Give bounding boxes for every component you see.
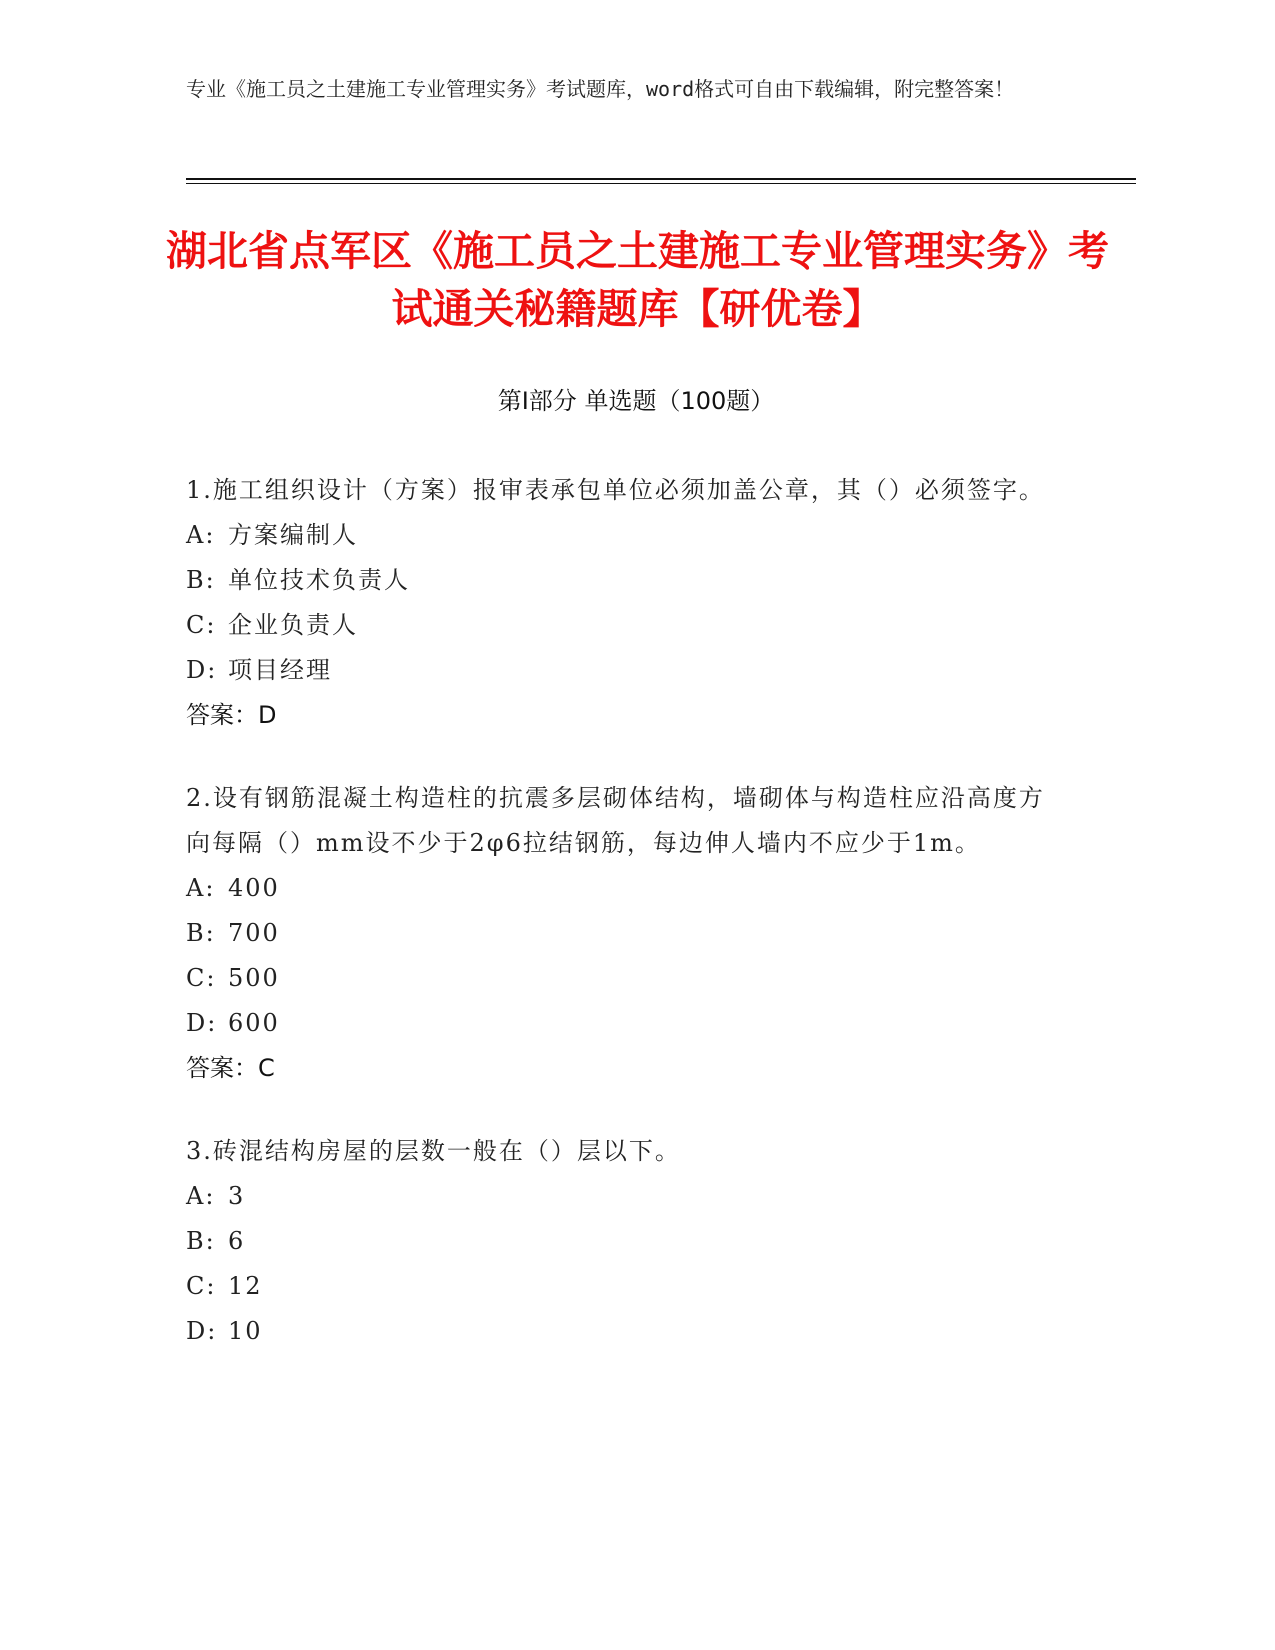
question-stem: 2.设有钢筋混凝土构造柱的抗震多层砌体结构，墙砌体与构造柱应沿高度方向每隔（）mm设不少于2φ6拉结钢筋，每边伸人墙内不应少于1m。 <box>186 784 1045 857</box>
section-title: 第Ⅰ部分 单选题（100题） <box>497 387 775 415</box>
option-key: D: <box>186 1009 218 1037</box>
option-key: C: <box>186 611 217 639</box>
question-1 <box>186 468 1066 738</box>
option-key: B: <box>186 566 216 594</box>
option-text: 500 <box>228 964 280 992</box>
question-3 <box>186 1129 1066 1354</box>
option-b <box>186 911 1066 956</box>
option-text: 400 <box>228 874 280 902</box>
option-a <box>186 866 1066 911</box>
option-key: B: <box>186 1227 216 1255</box>
option-key: C: <box>186 1272 217 1300</box>
question-stem: 1.施工组织设计（方案）报审表承包单位必须加盖公章，其（）必须签字。 <box>186 476 1045 504</box>
option-d <box>186 648 1066 693</box>
document-title: 湖北省点军区《施工员之土建施工专业管理实务》考试通关秘籍题库【研优卷】 <box>166 227 1109 333</box>
option-text: 企业负责人 <box>228 611 358 639</box>
option-key: C: <box>186 964 217 992</box>
option-c <box>186 603 1066 648</box>
option-text: 12 <box>228 1272 263 1300</box>
option-text: 6 <box>228 1227 246 1255</box>
option-b <box>186 558 1066 603</box>
header-divider-thick <box>186 178 1136 180</box>
option-c <box>186 1264 1066 1309</box>
header-note: 专业《施工员之土建施工专业管理实务》考试题库，word格式可自由下载编辑，附完整答案！ <box>186 77 1015 101</box>
option-text: 项目经理 <box>228 656 332 684</box>
option-key: A: <box>186 874 216 902</box>
option-text: 700 <box>228 919 280 947</box>
answer-line: 答案：C <box>186 1054 275 1082</box>
header-divider-thin <box>186 183 1136 184</box>
option-text: 3 <box>228 1182 246 1210</box>
option-text: 10 <box>228 1317 263 1345</box>
option-text: 600 <box>228 1009 280 1037</box>
option-c <box>186 956 1066 1001</box>
question-2 <box>186 776 1066 1091</box>
question-list <box>186 468 1066 1392</box>
option-b <box>186 1219 1066 1264</box>
option-a <box>186 1174 1066 1219</box>
answer-line: 答案：D <box>186 701 277 729</box>
option-d <box>186 1309 1066 1354</box>
option-text: 方案编制人 <box>228 521 358 549</box>
option-key: B: <box>186 919 216 947</box>
option-text: 单位技术负责人 <box>228 566 410 594</box>
option-d <box>186 1001 1066 1046</box>
option-key: A: <box>186 1182 216 1210</box>
option-key: D: <box>186 1317 218 1345</box>
question-stem: 3.砖混结构房屋的层数一般在（）层以下。 <box>186 1137 681 1165</box>
option-key: A: <box>186 521 216 549</box>
option-a <box>186 513 1066 558</box>
option-key: D: <box>186 656 218 684</box>
